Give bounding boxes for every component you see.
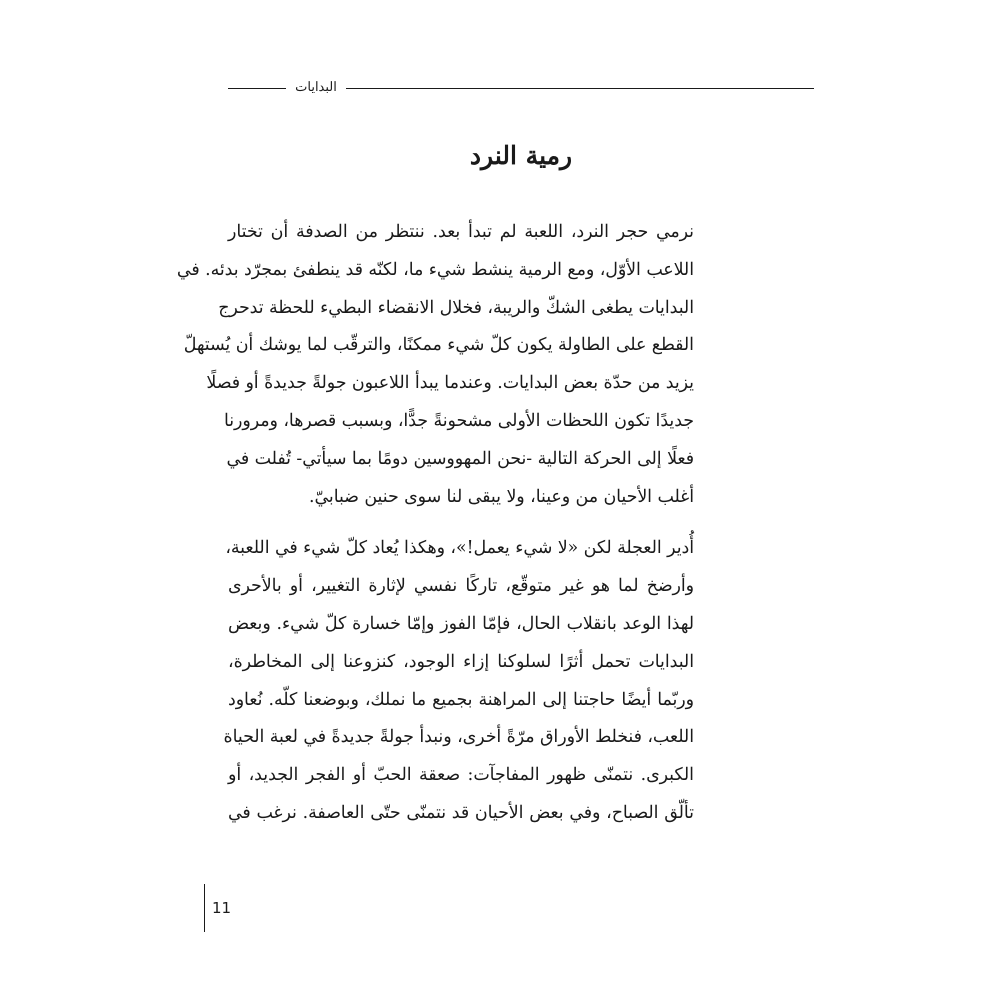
text-line: القطع على الطاولة يكون كلّ شيء ممكنًا، والترقّب لما يوشك أن يُستهلّ bbox=[183, 335, 694, 356]
text-line: أغلب الأحيان من وعينا، ولا يبقى لنا سوى حنين ضبابيّ. bbox=[309, 486, 694, 507]
text-line: اللاعب الأوّل، ومع الرمية ينشط شيء ما، لكنّه قد ينطفئ بمجرّد بدئه. في bbox=[176, 259, 694, 280]
text-line: لهذا الوعد بانقلاب الحال، فإمّا الفوز وإمّا خسارة كلّ شيء. وبعض bbox=[228, 613, 694, 634]
text-line: الكبرى. نتمنّى ظهور المفاجآت: صعقة الحبّ أو الفجر الجديد، أو bbox=[228, 765, 694, 786]
page-number: 11 bbox=[212, 899, 232, 917]
paragraph-1 bbox=[176, 214, 694, 516]
running-title: البدايات bbox=[295, 80, 337, 95]
footer-margin-rule bbox=[204, 884, 205, 932]
text-line: وربّما أيضًا حاجتنا إلى المراهنة بجميع ما نملك، وبوضعنا كلّه. نُعاود bbox=[228, 689, 694, 710]
text-line: يزيد من حدّة بعض البدايات. وعندما يبدأ اللاعبون جولةً جديدةً أو فصلًا bbox=[206, 373, 694, 394]
chapter-title: رمية النرد bbox=[469, 141, 573, 170]
body-text bbox=[176, 214, 694, 833]
paragraph-2 bbox=[223, 530, 694, 832]
text-line: نرمي حجر النرد، اللعبة لم تبدأ بعد. ننتظر من الصدفة أن تختار bbox=[228, 222, 694, 242]
header-rule-right bbox=[346, 88, 814, 89]
text-line: أُدير العجلة لكن «لا شيء يعمل!»، وهكذا يُعاد كلّ شيء في اللعبة، bbox=[225, 538, 694, 559]
text-line: اللعب، فنخلط الأوراق مرّةً أخرى، ونبدأ جولةً جديدةً في لعبة الحياة bbox=[223, 727, 694, 748]
text-line: وأرضخ لما هو غير متوقّع، تاركًا نفسي لإثارة التغيير، أو بالأحرى bbox=[228, 576, 694, 597]
text-line: تألّق الصباح، وفي بعض الأحيان قد نتمنّى حتّى العاصفة. نرغب في bbox=[228, 802, 694, 823]
text-line: البدايات يطغى الشكّ والريبة، فخلال الانقضاء البطيء للحظة تدحرج bbox=[218, 297, 694, 318]
header-rule-left bbox=[228, 88, 286, 89]
text-line: البدايات تحمل أثرًا لسلوكنا إزاء الوجود، كنزوعنا إلى المخاطرة، bbox=[228, 651, 694, 672]
text-line: فعلًا إلى الحركة التالية -نحن المهووسين دومًا بما سيأتي- تُفلت في bbox=[226, 448, 694, 469]
text-line: جديدًا تكون اللحظات الأولى مشحونةً جدًّا، وبسبب قصرها، ومرورنا bbox=[223, 410, 694, 431]
running-header bbox=[228, 78, 814, 98]
